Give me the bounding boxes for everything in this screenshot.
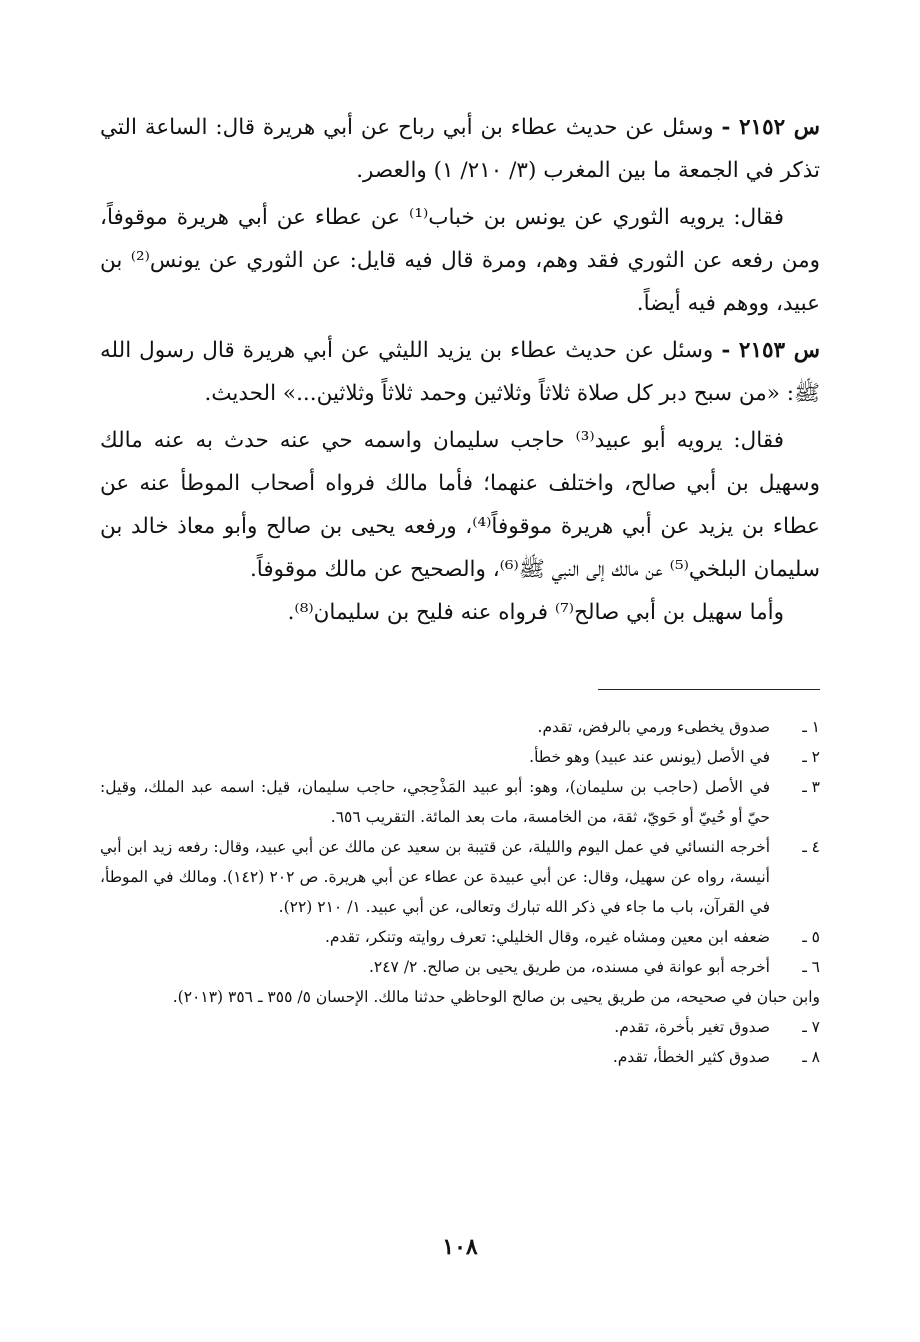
footnote-text: في الأصل (يونس عند عبيد) وهو خطأ.: [529, 748, 770, 766]
footnote-number: ٥ ـ: [802, 928, 820, 946]
page-number: ١٠٨: [442, 1234, 478, 1260]
footnote-number: ٢ ـ: [802, 748, 820, 766]
question-2152: [100, 106, 820, 192]
footnote-text: أخرجه النسائي في عمل اليوم والليلة، عن قتيبة بن سعيد عن مالك عن أبي عبيد، وقال: رفعه زيد ابن أبي أنيسة، رواه عن سهيل، وقال: عن أبي عبيدة عن عطاء عن أبي هريرة. ص ٢٠٢ (١٤٢). ومالك في الموطأ، في القرآن، باب ما جاء في ذكر الله تبارك وتعالى، عن أبي عبيد. ١/ ٢١٠ (٢٢).: [100, 838, 770, 916]
footnote: [100, 772, 820, 832]
footnotes: [100, 712, 820, 1072]
footnote-text: صدوق تغير بأخرة، تقدم.: [614, 1018, 770, 1036]
answer-2153-continued: وأما سهيل بن أبي صالح⁽⁷⁾ فرواه عنه فليح بن سليمان⁽⁸⁾.: [287, 600, 784, 625]
footnote-text: أخرجه أبو عوانة في مسنده، من طريق يحيى بن صالح. ٢/ ٢٤٧.: [368, 958, 770, 976]
footnote-number: ٨ ـ: [802, 1048, 820, 1066]
footnote: [100, 1042, 820, 1072]
footnote: [100, 922, 820, 952]
footnote: [100, 742, 820, 772]
footnote-text: صدوق يخطىء ورمي بالرفض، تقدم.: [537, 718, 770, 736]
footnote-text: ضعفه ابن معين ومشاه غيره، وقال الخليلي: تعرف روايته وتنكر، تقدم.: [324, 928, 770, 946]
footnote-number: ٣ ـ: [802, 778, 820, 796]
answer-2153: فقال: يرويه أبو عبيد⁽³⁾ حاجب سليمان واسمه حي عنه حدث به عنه مالك وسهيل بن أبي صالح، واختلف عنهما؛ فأما مالك فرواه أصحاب الموطأ عنه عن عطاء بن يزيد عن أبي هريرة موقوفاً⁽⁴⁾، ورفعه يحيى بن صالح وأبو معاذ خالد بن سليمان البلخي⁽⁵⁾ عن مالك إلى النبي ﷺ⁽⁶⁾، والصحيح عن مالك موقوفاً.: [100, 428, 820, 582]
footnote: [100, 952, 820, 982]
footnote: [100, 712, 820, 742]
question-text: وسئل عن حديث عطاء بن يزيد الليثي عن أبي هريرة قال رسول الله ﷺ: «من سبح دبر كل صلاة ثلاثاً وثلاثين وحمد ثلاثاً وثلاثين...» الحديث.: [100, 338, 820, 406]
footnote-continuation: وابن حبان في صحيحه، من طريق يحيى بن صالح الوحاظي حدثنا مالك. الإحسان ٥/ ٣٥٥ ـ ٣٥٦ (٢٠١٣).: [172, 988, 820, 1006]
footnote-text: صدوق كثير الخطأ، تقدم.: [612, 1048, 770, 1066]
answer-2152: فقال: يرويه الثوري عن يونس بن خباب⁽¹⁾ عن عطاء عن أبي هريرة موقوفاً، ومن رفعه عن الثوري فقد وهم، ومرة قال فيه قايل: عن الثوري عن يونس⁽²⁾ بن عبيد، ووهم فيه أيضاً.: [100, 205, 820, 316]
book-page: [100, 0, 820, 1342]
footnote: [100, 1012, 820, 1042]
footnote-number: ٧ ـ: [802, 1018, 820, 1036]
question-number: س ٢١٥٣ -: [721, 338, 820, 363]
footnote: [100, 832, 820, 922]
footnote-number: ٤ ـ: [802, 838, 820, 856]
footnote-number: ٦ ـ: [802, 958, 820, 976]
footnote-text: في الأصل (حاجب بن سليمان)، وهو: أبو عبيد المَذْحِجي، حاجب سليمان، قيل: اسمه عبد الملك، وقيل: حيّ أو حُييّ أو حَويّ، ثقة، من الخامسة، مات بعد المائة. التقريب ٦٥٦.: [100, 778, 770, 826]
footnote-divider: [598, 689, 820, 690]
footnote-number: ١ ـ: [802, 718, 820, 736]
question-2153: [100, 329, 820, 415]
main-text: [100, 106, 820, 634]
question-number: س ٢١٥٢ -: [721, 115, 820, 140]
question-text: وسئل عن حديث عطاء بن أبي رباح عن أبي هريرة قال: الساعة التي تذكر في الجمعة ما بين المغرب (٣/ ٢١٠/ ١) والعصر.: [100, 115, 820, 183]
